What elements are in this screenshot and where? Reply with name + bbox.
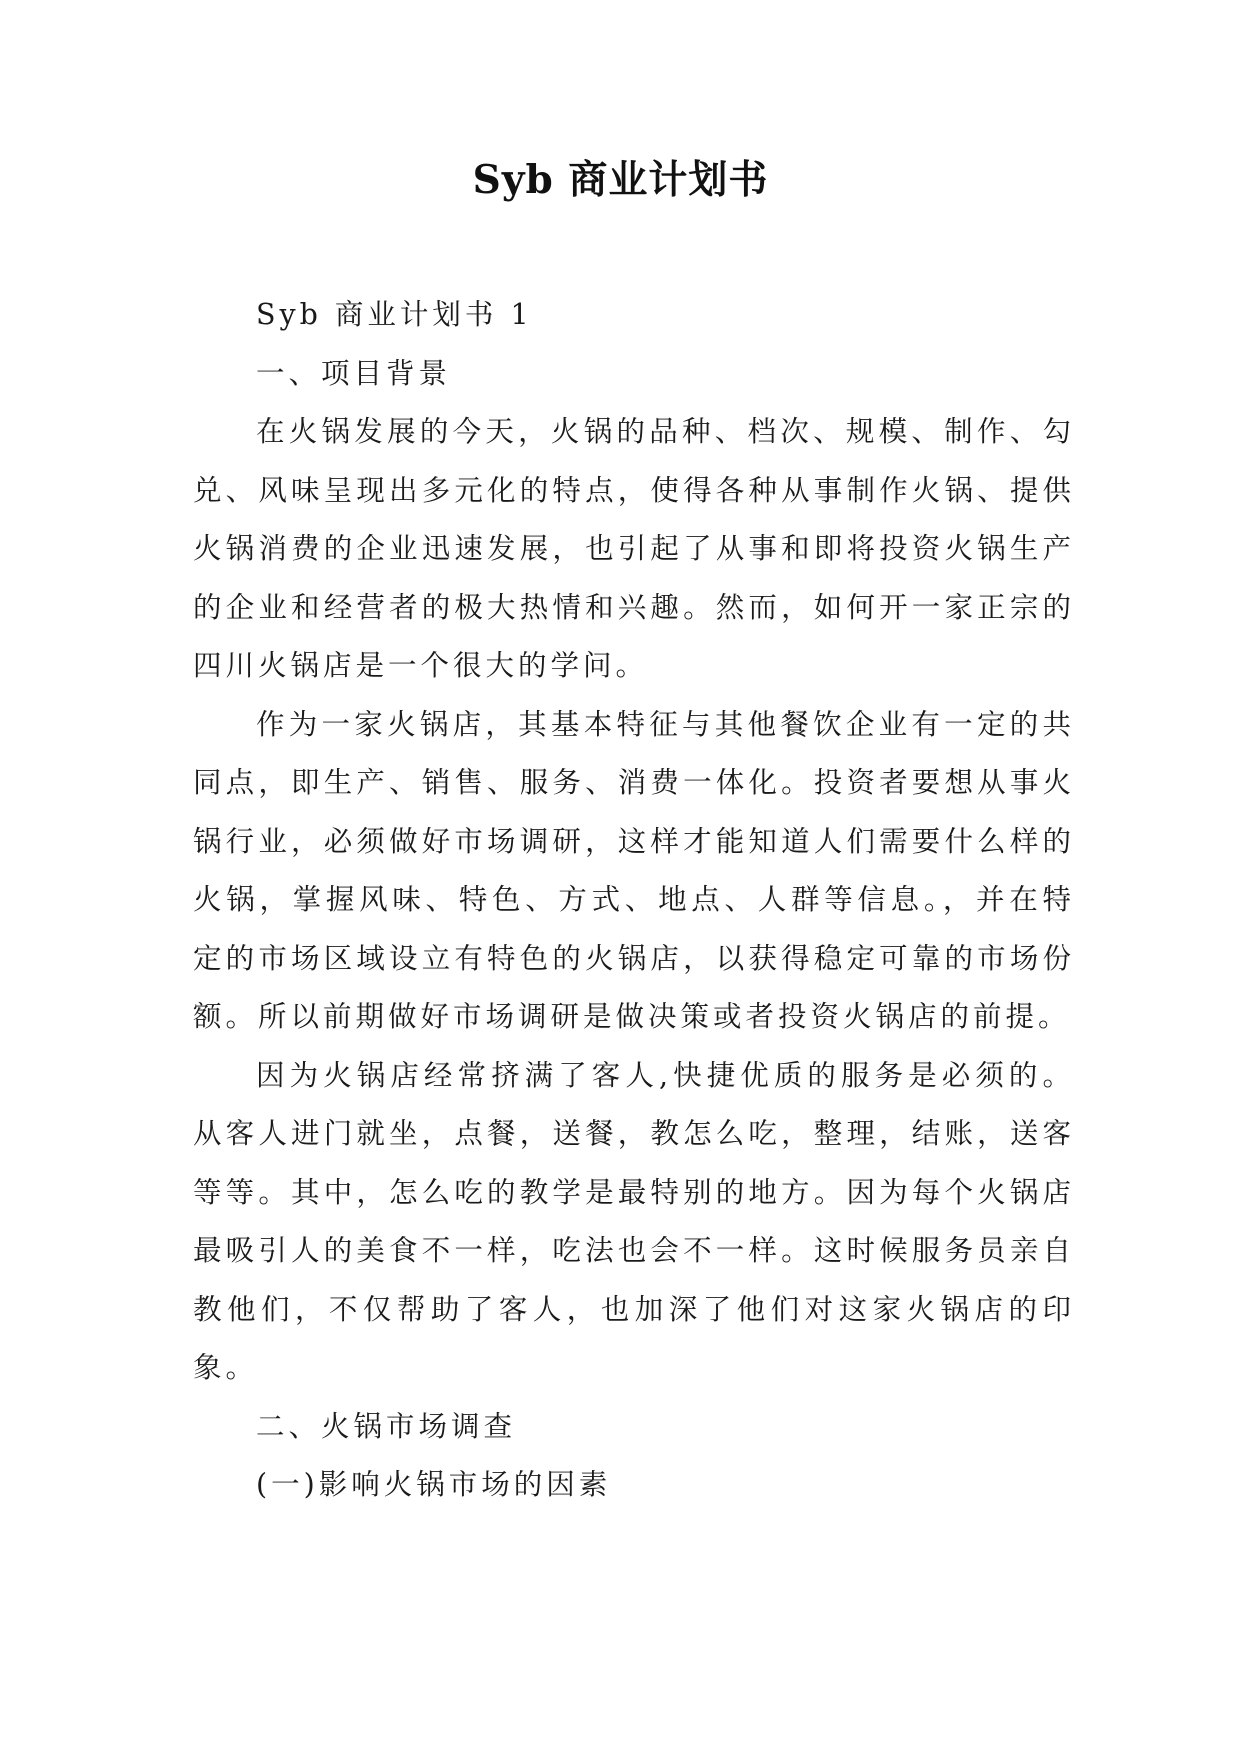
paragraph-1: 在火锅发展的今天，火锅的品种、档次、规模、制作、勾兑、风味呈现出多元化的特点，使得各种从事制作火锅、提供火锅消费的企业迅速发展，也引起了从事和即将投资火锅生产的企业和经营者的极大热情和兴趣。然而，如何开一家正宗的四川火锅店是一个很大的学问。 [193,415,1075,682]
document-title: Syb 商业计划书 [472,157,769,203]
document-body [193,286,1075,1515]
paragraph-2: 作为一家火锅店，其基本特征与其他餐饮企业有一定的共同点，即生产、销售、服务、消费一体化。投资者要想从事火锅行业，必须做好市场调研，这样才能知道人们需要什么样的火锅，掌握风味、特色、方式、地点、人群等信息。，并在特定的市场区域设立有特色的火锅店，以获得稳定可靠的市场份额。所以前期做好市场调研是做决策或者投资火锅店的前提。 [193,707,1075,1033]
paragraph-3: 因为火锅店经常挤满了客人,快捷优质的服务是必须的。从客人进门就坐，点餐，送餐，教怎么吃，整理，结账，送客等等。其中，怎么吃的教学是最特别的地方。因为每个火锅店最吸引人的美食不一样，吃法也会不一样。这时候服务员亲自教他们，不仅帮助了客人，也加深了他们对这家火锅店的印象。 [193,1058,1075,1384]
section-subtitle: Syb 商业计划书 1 [256,298,533,331]
subheading-market-factors: (一)影响火锅市场的因素 [256,1468,612,1501]
heading-project-background: 一、项目背景 [256,356,452,390]
heading-market-survey: 二、火锅市场调查 [256,1409,517,1443]
